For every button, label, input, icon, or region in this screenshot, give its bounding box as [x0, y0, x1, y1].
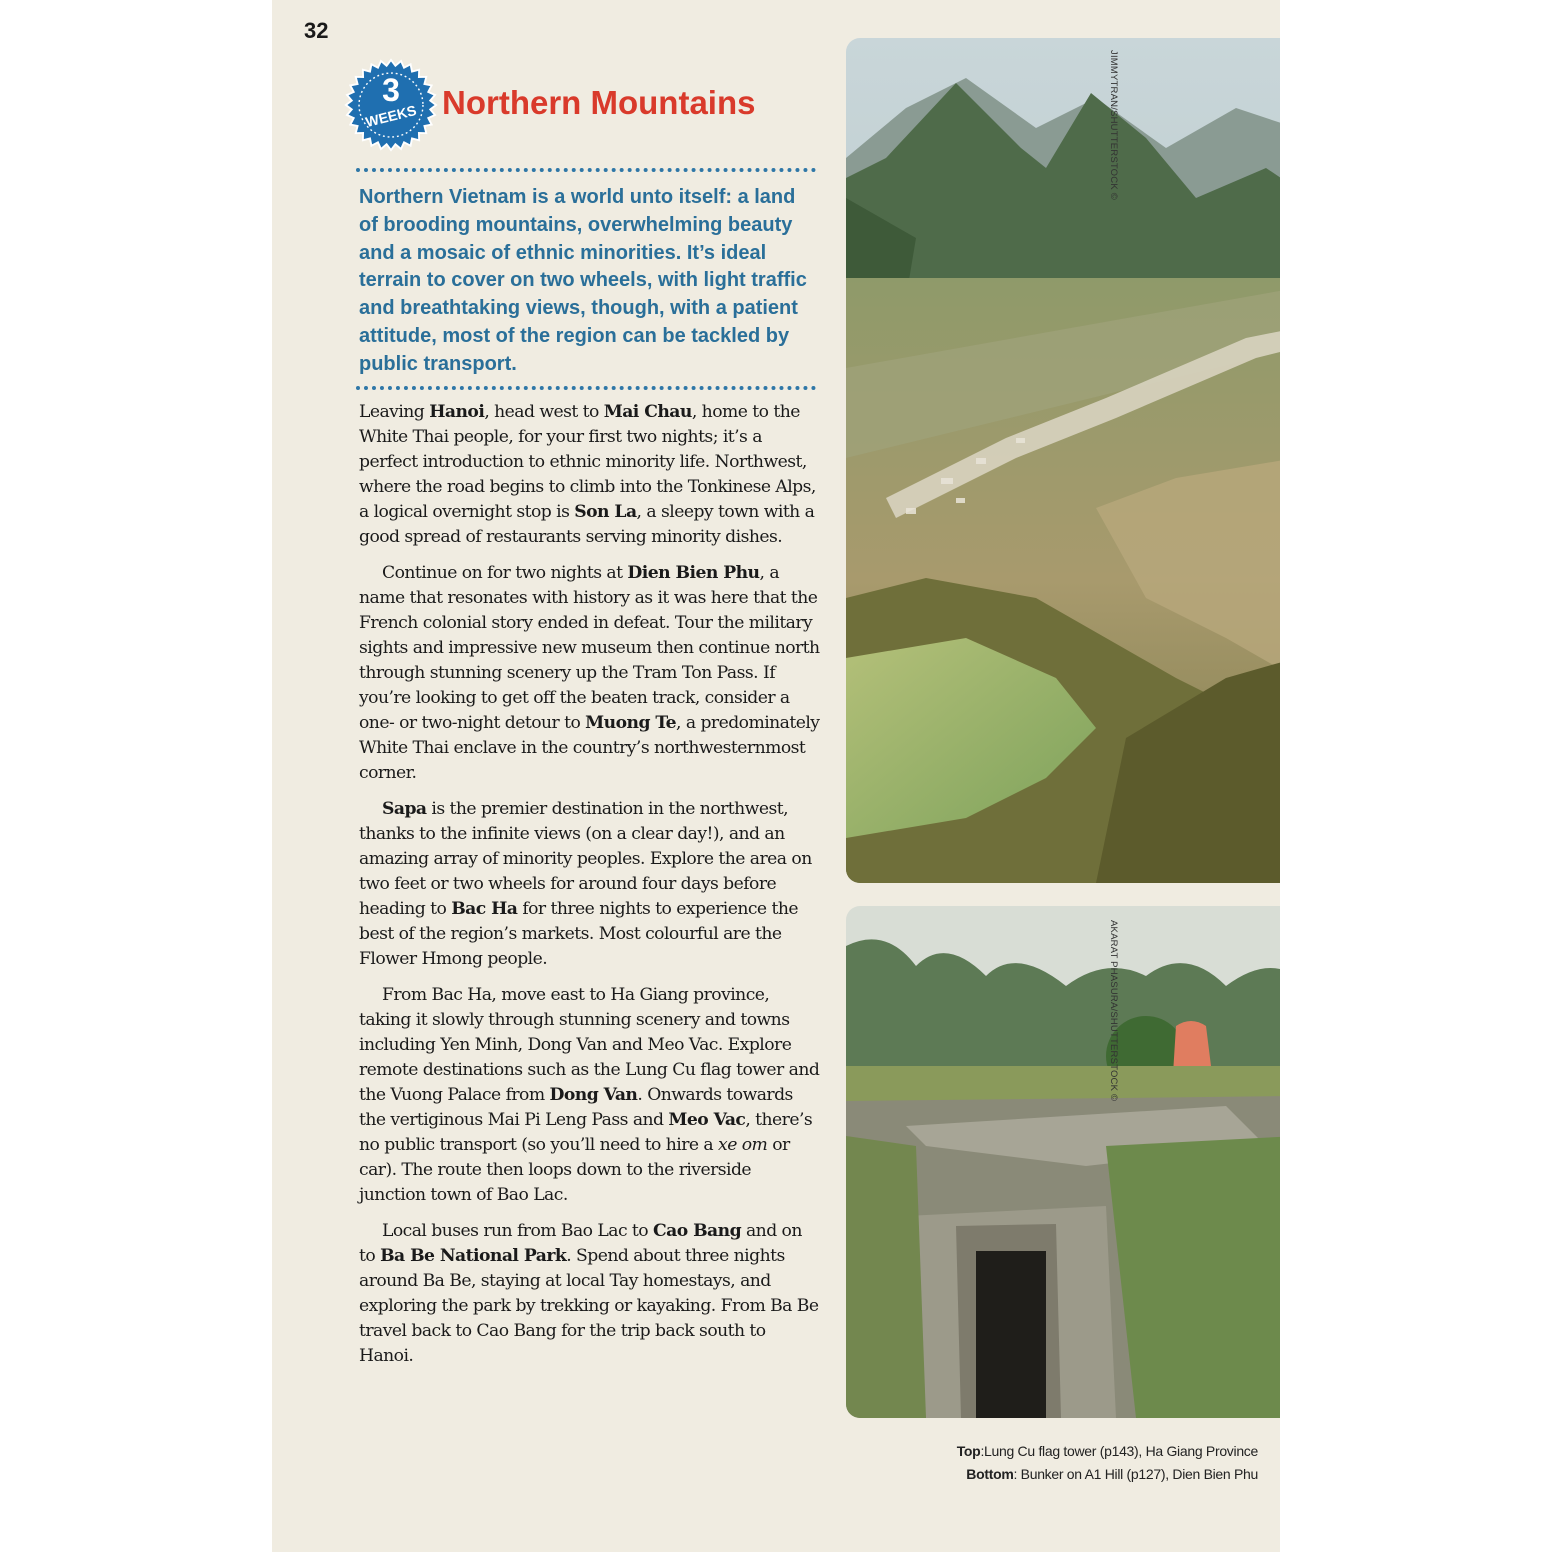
body-paragraph	[359, 1219, 821, 1369]
duration-badge-unit: WEEKS	[363, 101, 418, 131]
intro-paragraph: Northern Vietnam is a world unto itself: a land of brooding mountains, overwhelming beauty and a mosaic of ethnic minorities. It’s ideal terrain to cover on two wheels, with light traffic and breathtaking views, though, with a patient attitude, most of the region can be tackled by public transport.	[359, 186, 807, 375]
body-text-run: , head west to	[484, 402, 604, 422]
body-text-run: . Onwards towards the vertiginous Mai Pi Leng Pass and	[359, 1085, 793, 1130]
caption-bottom-label: Bottom	[966, 1466, 1014, 1482]
dotted-divider-top	[356, 168, 816, 172]
body-paragraph	[359, 983, 821, 1208]
body-text-run: , a predominately White Thai enclave in the country’s northwesternmost corner.	[359, 713, 820, 783]
body-text-run: and on to	[359, 1221, 802, 1266]
place-name: Ba Be National Park	[380, 1246, 567, 1266]
caption-top-line	[846, 1440, 1258, 1463]
mountain-valley-photo	[846, 38, 1280, 883]
place-name: Muong Te	[585, 713, 677, 733]
body-text-run: . Spend about three nights around Ba Be, staying at local Tay homestays, and exploring the park by trekking or kayaking. From Ba Be travel back to Cao Bang for the trip back south to Hanoi.	[359, 1246, 819, 1366]
body-paragraph	[359, 400, 821, 550]
photo-caption	[846, 1440, 1258, 1486]
caption-bottom-line	[846, 1463, 1258, 1486]
bunker-photo	[846, 906, 1280, 1418]
duration-badge	[344, 58, 438, 152]
body-text-run: From Bac Ha, move east to Ha Giang province, taking it slowly through stunning scenery and towns including Yen Minh, Dong Van and Meo Vac. Explore remote destinations such as the Lung Cu flag tower and the Vuong Palace from	[359, 985, 820, 1105]
caption-top-text: :Lung Cu flag tower (p143), Ha Giang Province	[980, 1443, 1258, 1459]
section-title: Northern Mountains	[442, 84, 756, 121]
top-photo-credit: JIMMYTRAN/SHUTTERSTOCK ©	[1108, 50, 1119, 200]
place-name: Bac Ha	[451, 899, 518, 919]
place-name: Dong Van	[549, 1085, 638, 1105]
place-name: Sapa	[382, 799, 427, 819]
body-text-run: , a sleepy town with a good spread of restaurants serving minority dishes.	[359, 502, 815, 547]
page-number: 32	[304, 18, 329, 43]
caption-top-label: Top	[956, 1443, 981, 1459]
italic-term: xe om	[718, 1135, 768, 1155]
body-text-run: Local buses run from Bao Lac to	[382, 1221, 654, 1241]
place-name: Meo Vac	[668, 1110, 746, 1130]
body-text-run: for three nights to experience the best of the region’s markets. Most colourful are the Flower Hmong people.	[359, 899, 798, 969]
body-text-run: , home to the White Thai people, for your first two nights; it’s a perfect introduction to ethnic minority life. Northwest, where the road begins to climb into the Tonkinese Alps, a logical overnight stop is	[359, 402, 816, 522]
body-text-run: or car). The route then loops down to the riverside junction town of Bao Lac.	[359, 1135, 790, 1205]
place-name: Cao Bang	[653, 1221, 742, 1241]
place-name: Dien Bien Phu	[627, 563, 760, 583]
duration-badge-number: 3	[382, 72, 400, 109]
place-name: Mai Chau	[603, 402, 692, 422]
body-text-run: Leaving	[359, 402, 430, 422]
duration-badge-graphic	[344, 58, 438, 152]
book-page	[272, 0, 1280, 1552]
body-text-run: is the premier destination in the northwest, thanks to the infinite views (on a clear day!), and an amazing array of minority peoples. Explore the area on two feet or two wheels for around four days before heading to	[359, 799, 812, 919]
caption-bottom-text: : Bunker on A1 Hill (p127), Dien Bien Phu	[1013, 1466, 1258, 1482]
body-text-run: , a name that resonates with history as it was here that the French colonial story ended in defeat. Tour the military sights and impressive new museum then continue north through stunning scenery up the Tram Ton Pass. If you’re looking to get off the beaten track, consider a one- or two-night detour to	[359, 563, 820, 733]
body-paragraph	[359, 561, 821, 786]
bottom-photo-credit: AKARAT PHASURA/SHUTTERSTOCK ©	[1108, 920, 1119, 1102]
place-name: Hanoi	[429, 402, 485, 422]
body-text-run: , there’s no public transport (so you’ll need to hire a	[359, 1110, 813, 1155]
itinerary-body	[359, 400, 821, 1380]
dotted-divider-bottom	[356, 386, 816, 390]
place-name: Son La	[574, 502, 637, 522]
body-text-run: Continue on for two nights at	[382, 563, 628, 583]
body-paragraph	[359, 797, 821, 972]
